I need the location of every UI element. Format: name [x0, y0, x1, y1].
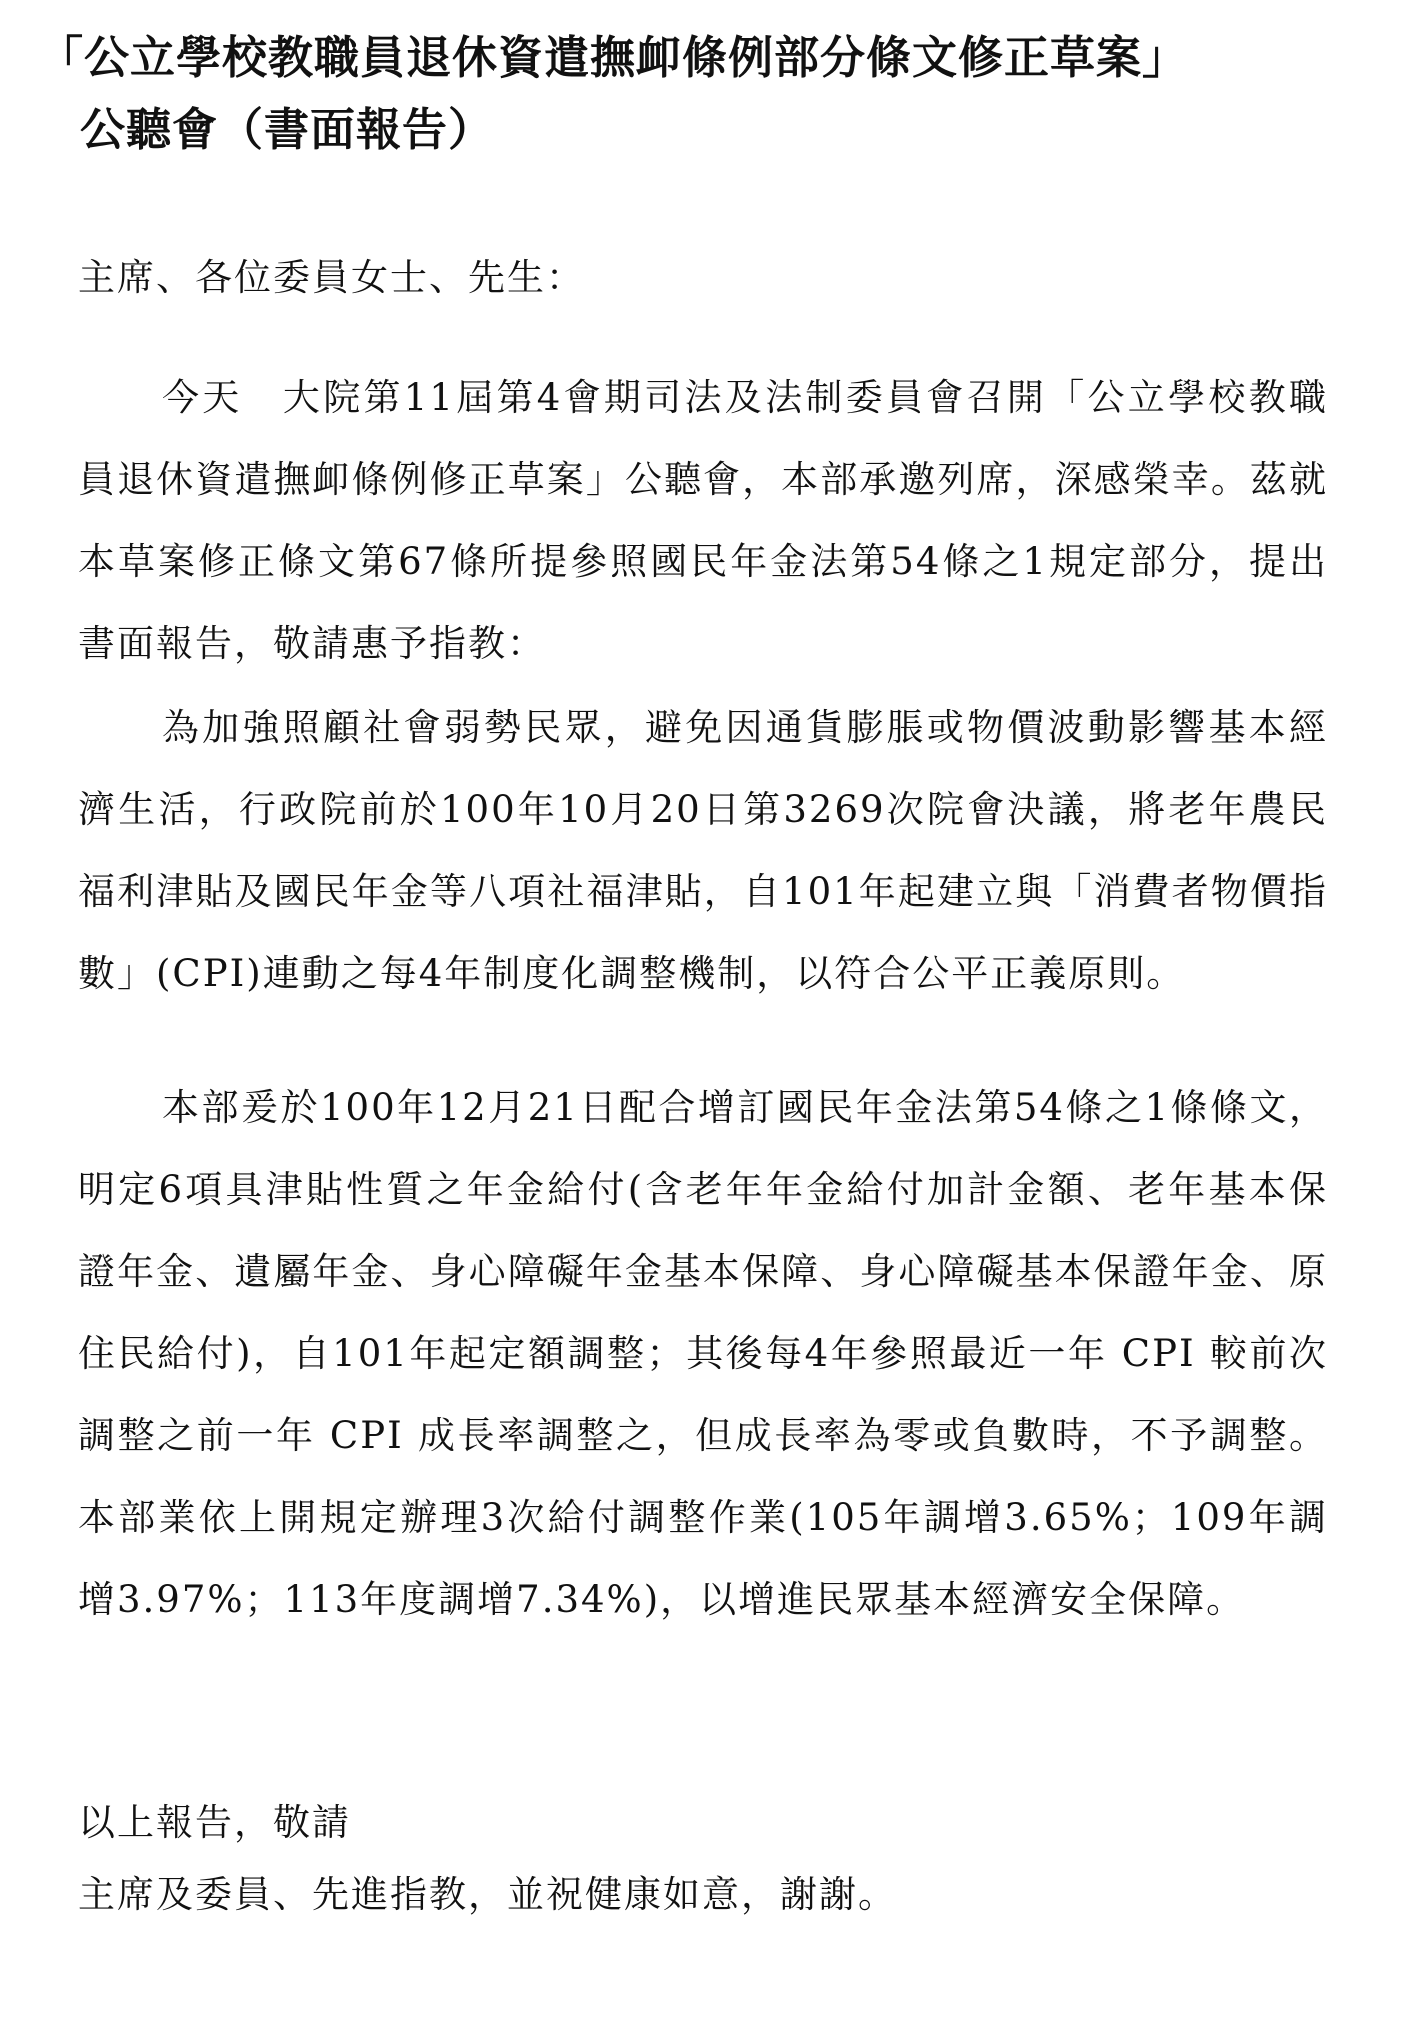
paragraph-2: 為加強照顧社會弱勢民眾，避免因通貨膨脹或物價波動影響基本經濟生活，行政院前於100年10月20日第3269次院會決議，將老年農民福利津貼及國民年金等八項社福津貼，自101年起建立與「消費者物價指數」(CPI)連動之每4年制度化調整機制，以符合公平正義原則。	[78, 706, 1328, 995]
paragraph-3: 本部爰於100年12月21日配合增訂國民年金法第54條之1條條文，明定6項具津貼性質之年金給付(含老年年金給付加計金額、老年基本保證年金、遺屬年金、身心障礙年金基本保障、身心障礙基本保證年金、原住民給付)，自101年起定額調整；其後每4年參照最近一年 CPI 較前次調整之前一年 CPI 成長率調整之，但成長率為零或負數時，不予調整。本部業依上開規定辦理3次給付調整作業(105年調增3.65%；109年調增3.97%；113年度調增7.34%)，以增進民眾基本經濟安全保障。	[78, 1086, 1328, 1621]
document-title	[38, 22, 1398, 166]
closing-line-2: 主席及委員、先進指教，並祝健康如意，謝謝。	[78, 1873, 897, 1916]
closing-line-1: 以上報告，敬請	[78, 1801, 351, 1844]
closing	[78, 1787, 1328, 1931]
title-line-1: 「公立學校教職員退休資遣撫卹條例部分條文修正草案」	[38, 31, 1189, 84]
paragraph-1: 今天 大院第11屆第4會期司法及法制委員會召開「公立學校教職員退休資遣撫卹條例修正草案」公聽會，本部承邀列席，深感榮幸。茲就本草案修正條文第67條所提參照國民年金法第54條之1規定部分，提出書面報告，敬請惠予指教：	[78, 376, 1328, 665]
salutation: 主席、各位委員女士、先生：	[78, 256, 585, 299]
title-line-2: 公聽會（書面報告）	[80, 103, 495, 156]
